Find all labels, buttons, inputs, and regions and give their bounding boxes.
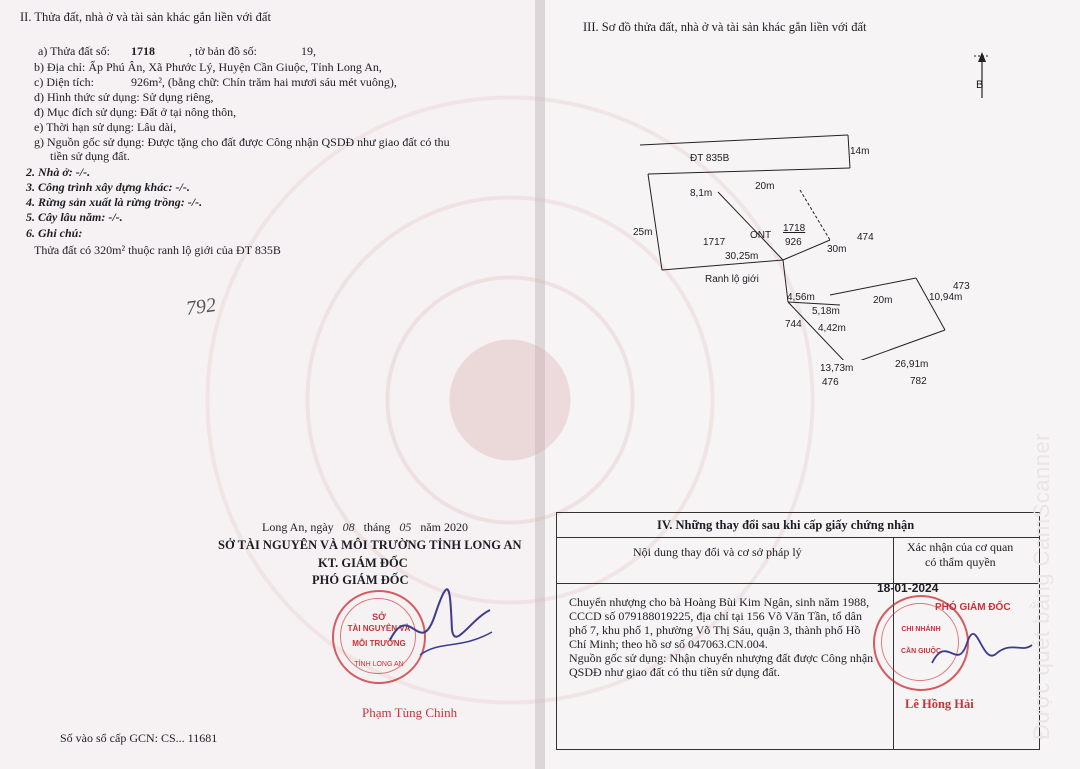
- area-value: 926m², (bằng chữ: Chín trăm hai mươi sáu mét vuông),: [131, 75, 397, 89]
- construction-item: 3. Công trình xây dựng khác: -/-.: [26, 180, 190, 194]
- map-dim-30: 30m: [827, 244, 847, 255]
- issue-day: 08: [342, 520, 355, 534]
- table-header-row: [557, 537, 1039, 584]
- map-dim-3025: 30,25m: [725, 251, 759, 262]
- signer-name-left: Phạm Tùng Chinh: [362, 705, 458, 720]
- issue-year: năm 2020: [420, 520, 469, 534]
- change-line: Nguồn gốc sử dụng: Nhận chuyển nhượng đất được Công nhận: [569, 651, 874, 665]
- map-area-926: 926: [785, 237, 802, 248]
- map-setback-label: Ranh lộ giới: [705, 274, 759, 285]
- change-line: QSDĐ như giao đất có thu tiền sử dụng đất.: [569, 665, 780, 679]
- usage-purpose: đ) Mục đích sử dụng: Đất ở tại nông thôn,: [34, 105, 237, 119]
- map-dim-81: 8,1m: [690, 188, 713, 199]
- seal-line-1: SỞ: [372, 612, 386, 622]
- map-number: 19,: [301, 44, 316, 58]
- address: b) Địa chỉ: Ấp Phú Ân, Xã Phước Lý, Huyện Cần Giuộc, Tỉnh Long An,: [34, 60, 382, 74]
- north-label: B: [976, 79, 984, 91]
- map-parcel-1717: 1717: [703, 237, 726, 248]
- usage-form: d) Hình thức sử dụng: Sử dụng riêng,: [34, 90, 214, 104]
- usage-origin-cont: tiền sử dụng đất.: [50, 149, 130, 163]
- map-parcel-744: 744: [785, 319, 802, 330]
- usage-term: e) Thời hạn sử dụng: Lâu dài,: [34, 120, 177, 134]
- map-dim-20b: 20m: [873, 295, 893, 306]
- confirm-signer: Lê Hồng Hải: [905, 697, 974, 711]
- signature-left: [380, 580, 500, 670]
- map-dim-20a: 20m: [755, 181, 775, 192]
- parcel-label: a) Thửa đất số:: [38, 44, 110, 58]
- map-parcel-476: 476: [822, 377, 839, 388]
- map-ont-label: ONT: [750, 230, 772, 241]
- serial-number: Số vào sổ cấp GCN: CS... 11681: [60, 731, 218, 745]
- confirm-date: 18-01-2024: [877, 581, 939, 595]
- change-content: [569, 595, 889, 679]
- map-road-label: ĐT 835B: [690, 153, 730, 164]
- issuing-authority: SỞ TÀI NGUYÊN VÀ MÔI TRƯỜNG TỈNH LONG AN: [218, 538, 522, 552]
- place-date-prefix: Long An, ngày: [262, 520, 334, 534]
- confirm-title: PHÓ GIÁM ĐỐC: [935, 602, 1011, 613]
- map-parcel-473: 473: [953, 281, 970, 292]
- section-iii-title: III. Sơ đồ thửa đất, nhà ở và tài sản khác gắn liền với đất: [583, 20, 867, 34]
- change-line: Chí Minh; theo hồ sơ số 047063.CN.004.: [569, 637, 768, 651]
- area-label: c) Diện tích:: [34, 75, 94, 89]
- section-iv-title: IV. Những thay đổi sau khi cấp giấy chứng nhận: [657, 518, 915, 532]
- camscanner-watermark: [1029, 320, 1063, 740]
- section-ii-title: II. Thửa đất, nhà ở và tài sản khác gắn liền với đất: [20, 10, 271, 24]
- handwritten-number: 792: [184, 294, 218, 320]
- map-dim-2691: 26,91m: [895, 359, 929, 370]
- change-line: phố 7, khu phố 1, phường Võ Thị Sáu, quận 3, thành phố Hồ: [569, 623, 861, 637]
- seal-line-3: MÔI TRƯỜNG: [352, 639, 406, 648]
- map-parcel-1718: 1718: [783, 223, 806, 234]
- col-confirm-header-1: Xác nhận của cơ quan: [907, 540, 1014, 554]
- issue-date: [262, 520, 468, 534]
- notes-title: 6. Ghi chú:: [26, 226, 83, 240]
- seal-ring-text: TỈNH LONG AN: [354, 661, 404, 668]
- seal-right-line-2: CẦN GIUỘC: [900, 648, 942, 655]
- map-parcel-474: 474: [857, 232, 874, 243]
- map-dim-1094: 10,94m: [929, 292, 963, 303]
- col-confirm-header-2: có thẩm quyền: [925, 555, 996, 569]
- notes-text: Thửa đất có 320m² thuộc ranh lộ giới của ĐT 835B: [34, 243, 281, 257]
- signature-right: [927, 623, 1037, 683]
- map-dim-14: 14m: [850, 146, 870, 157]
- map-dim-518: 5,18m: [812, 306, 840, 317]
- map-label: , tờ bản đồ số:: [189, 44, 258, 58]
- month-label: tháng: [363, 520, 391, 534]
- deputy-director: PHÓ GIÁM ĐỐC: [312, 573, 409, 587]
- forest-item: 4. Rừng sản xuất là rừng trồng: -/-.: [26, 195, 203, 209]
- issue-month: 05: [399, 520, 412, 534]
- col-change-header: Nội dung thay đổi và cơ sở pháp lý: [633, 545, 802, 559]
- seal-line-2: TÀI NGUYÊN VÀ: [347, 624, 411, 633]
- kt-director: KT. GIÁM ĐỐC: [318, 556, 408, 570]
- perennial-item: 5. Cây lâu năm: -/-.: [26, 210, 123, 224]
- map-dim-456: 4,56m: [787, 292, 815, 303]
- parcel-number: 1718: [131, 44, 155, 58]
- map-dim-442: 4,42m: [818, 323, 846, 334]
- map-parcel-782: 782: [910, 376, 927, 387]
- watermark-text: Được quét bằng CamScanner: [1029, 432, 1054, 740]
- seal-right-line-1: CHI NHÁNH: [901, 626, 941, 633]
- change-line: CCCD số 079188019225, địa chỉ tại 156 Võ Văn Tần, tổ dân: [569, 609, 862, 623]
- map-dim-25: 25m: [633, 227, 653, 238]
- change-line: Chuyển nhượng cho bà Hoàng Bùi Kim Ngân, sinh năm 1988,: [569, 595, 870, 609]
- table-title-row: [557, 513, 1039, 538]
- map-dim-1373: 13,73m: [820, 363, 854, 374]
- usage-origin: g) Nguồn gốc sử dụng: Được tặng cho đất được Công nhận QSDĐ như giao đất có thu: [34, 135, 450, 149]
- changes-table: [556, 512, 1040, 750]
- house-item: 2. Nhà ở: -/-.: [26, 165, 91, 179]
